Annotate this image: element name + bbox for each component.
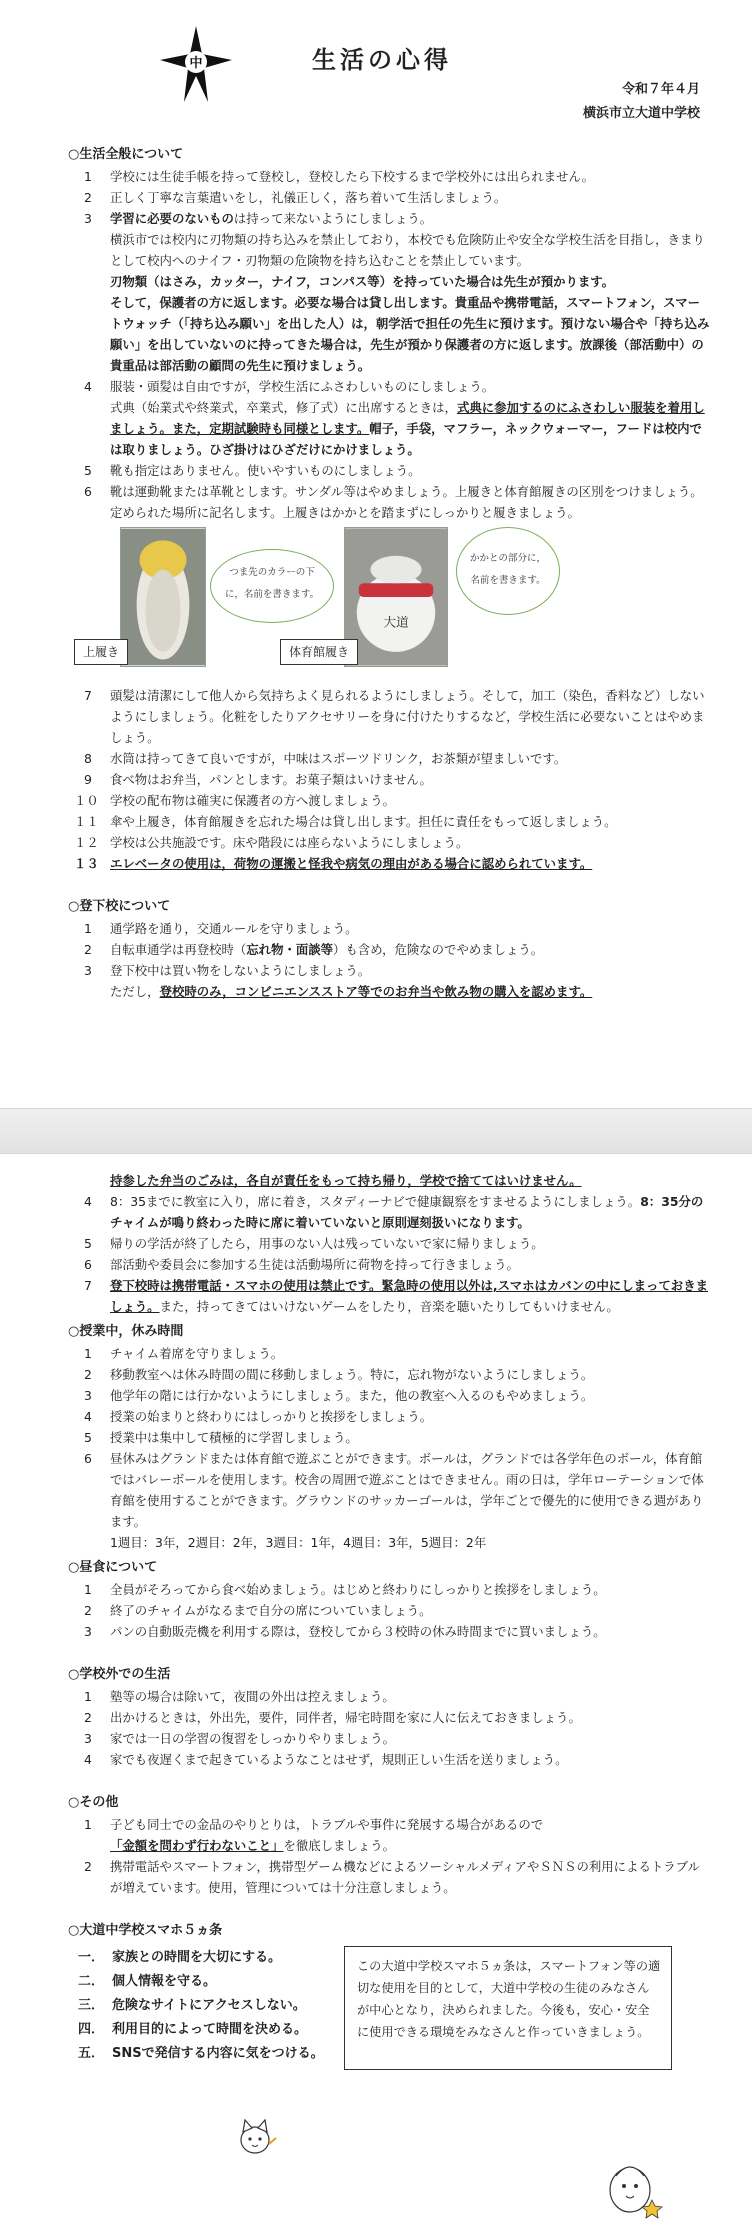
list-item: 3 他学年の階には行かないようにしましょう。また，他の教室へ入るのもやめましょう。 (84, 1388, 594, 1403)
list-item: 7 登下校時は携帯電話・スマホの使用は禁止です。緊急時の使用以外は,スマホはカバンの中にしまっておきましょう。また，持ってきてはいけないゲームをしたり，音楽を聴いたりしてもいけません。 (84, 1278, 708, 1314)
emblem-char: 中 (189, 56, 203, 71)
shoe-name-label: 大道 (383, 615, 409, 631)
list-item: 1 学校には生徒手帳を持って登校し，登校したら下校するまで学校外には出られません。 (84, 169, 594, 184)
mascot-cat-icon (232, 2114, 278, 2158)
section-heading-smartphone: ○大道中学校スマホ５ヵ条 (68, 1923, 223, 1938)
school-name: 横浜市立大道中学校 (582, 106, 700, 121)
commute-shopping-exception: ただし，登校時のみ，コンビニエンスストア等でのお弁当や飲み物の購入を認めます。 (110, 984, 593, 999)
list-item: 7 頭髪は清潔にして他人から気持ちよく見られるようにしましょう。そして，加工（染色，香料など）しないようにしましょう。化粧をしたりアクセサリーを身に付けたりするなど，学校生活に必要ないことはやめましょう。 (84, 688, 705, 745)
knife-policy-text: 横浜市では校内に刃物類の持ち込みを禁止しており，本校でも危険防止や安全な学校生活を目指し，きまりとして校内へのナイフ・刃物類の危険物を持ち込むことを禁止しています。 (110, 232, 705, 268)
smartphone-rules-list (72, 1946, 340, 2070)
page-separator (0, 1108, 752, 1154)
document-page-1 (0, 0, 752, 1108)
list-item: 2 出かけるときは，外出先，要件，同伴者，帰宅時間を家に人に伝えておきましょう。 (84, 1710, 581, 1725)
section-heading-other: ○その他 (68, 1795, 119, 1810)
document-page-2 (0, 1154, 752, 2227)
list-item: 1 全員がそろってから食べ始めましょう。はじめと終わりにしっかりと挨拶をしましょう。 (84, 1582, 606, 1597)
money-exchange-rule: 「金額を問わず行わないこと」を徹底しましょう。 (110, 1838, 395, 1853)
indoor-shoe-bubble: つま先のカラーの下 に，名前を書きます。 (210, 549, 334, 623)
school-emblem-icon (156, 24, 236, 104)
document-header (72, 22, 712, 140)
list-item: 8 水筒は持ってきて良いですが，中味はスポーツドリンク，お茶類が望ましいです。 (84, 751, 567, 766)
list-item: 4 8：35までに教室に入り，席に着き，スタディーナビで健康観察をすませるようにしましょう。8：35分のチャイムが鳴り終わった時に席に着いていないと原則遅刻扱いになります。 (84, 1194, 704, 1230)
indoor-shoe-caption: 上履き (74, 639, 128, 665)
smartphone-rule: 二． 個人情報を守る。 (78, 1974, 217, 1989)
smartphone-rules-note: この大道中学校スマホ５ヵ条は，スマートフォン等の適切な使用を目的として，大道中学校の生徒のみなさんが中心となり，決められました。今後も，安心・安全に使用できる環境をみなさんと作っていきましょう。 (344, 1946, 672, 2070)
gym-shoe-bubble: かかとの部分に， 名前を書きます。 (456, 527, 560, 615)
list-item: １１ 傘や上履き，体育館履きを忘れた場合は貸し出します。担任に責任をもって返しましょう。 (74, 814, 617, 829)
list-item: 2 自転車通学は再登校時（忘れ物・面談等）も含め，危険なのでやめましょう。 (84, 942, 544, 957)
list-item: １３ エレベータの使用は，荷物の運搬と怪我や病気の理由がある場合に認められています。 (74, 856, 593, 871)
list-item: 3 学習に必要のないものは持って来ないようにしましょう。 (84, 211, 433, 226)
list-item: 1 塾等の場合は除いて，夜間の外出は控えましょう。 (84, 1689, 395, 1704)
gym-shoe-caption: 体育館履き (280, 639, 358, 665)
smartphone-rule: 四． 利用目的によって時間を決める。 (78, 2022, 308, 2037)
knife-policy-bold: 刃物類（はさみ，カッター，ナイフ，コンパス等）を持っていた場合は先生が預かります。 (110, 274, 615, 289)
section-heading-outside: ○学校外での生活 (68, 1667, 171, 1682)
list-item: 2 携帯電話やスマートフォン，携帯型ゲーム機などによるソーシャルメディアやＳＮＳの利用によるトラブルが増えています。使用，管理については十分注意しましょう。 (84, 1859, 700, 1895)
smartphone-rule: 一． 家族との時間を大切にする。 (78, 1950, 282, 1965)
list-item: 5 授業中は集中して積極的に学習しましょう。 (84, 1430, 358, 1445)
soccer-goal-schedule: 1週目：3年，2週目：2年，3週目：1年，4週目：3年，5週目：2年 (110, 1535, 487, 1550)
list-item: 4 服装・頭髪は自由ですが，学校生活にふさわしいものにしましょう。 (84, 379, 495, 394)
list-item: 3 登下校中は買い物をしないようにしましょう。 (84, 963, 371, 978)
list-item: 6 部活動や委員会に参加する生徒は活動場所に荷物を持って行きましょう。 (84, 1257, 519, 1272)
list-item: 4 家でも夜遅くまで起きているようなことはせず，規則正しい生活を送りましょう。 (84, 1752, 568, 1767)
list-item: 9 食べ物はお弁当，パンとします。お菓子類はいけません。 (84, 772, 432, 787)
issue-date: 令和７年４月 (621, 82, 700, 97)
section-heading-commute: ○登下校について (68, 899, 171, 914)
list-item: 2 終了のチャイムがなるまで自分の席についていましょう。 (84, 1603, 432, 1618)
list-item: 6 昼休みはグランドまたは体育館で遊ぶことができます。ボールは，グランドでは各学年色のボール，体育館ではバレーボールを使用します。校舎の周囲で遊ぶことはできません。雨の日は，学年ローテーションで体育館を使用することができます。グラウンドのサッカーゴールは，学年ごとで優先的に使用できる週があります。 (84, 1451, 704, 1529)
mascot-character-icon (600, 2154, 666, 2220)
valuables-policy-bold: そして，保護者の方に返します。必要な場合は貸し出します。貴重品や携帯電話，スマートフォン，スマートウォッチ（「持ち込み願い」を出した人）は，朝学活で担任の先生に預けます。預けない場合や「持ち込み願い」を出していないのに持ってきた場合は，先生が預かり保護者の方に返します。放課後（部活動中）の貴重品は部活動の顧問の先生に預けましょう。 (110, 295, 710, 373)
smartphone-rule: 五． SNSで発信する内容に気をつける。 (78, 2046, 324, 2061)
list-item: 2 移動教室へは休み時間の間に移動しましょう。特に，忘れ物がないようにしましょう。 (84, 1367, 594, 1382)
list-item: 1 子ども同士での金品のやりとりは，トラブルや事件に発展する場合があるので (84, 1817, 544, 1832)
page-title: 生活の心得 (312, 46, 452, 74)
list-item: 5 靴も指定はありません。使いやすいものにしましょう。 (84, 463, 421, 478)
smartphone-rules-area (72, 1946, 712, 2070)
list-item: 3 パンの自動販売機を利用する際は，登校してから３校時の休み時間までに買いましょう。 (84, 1624, 606, 1639)
lunch-trash-rule: 持参した弁当のごみは，各自が責任をもって持ち帰り，学校で捨ててはいけません。 (110, 1173, 582, 1188)
list-item: 1 チャイム着席を守りましょう。 (84, 1346, 284, 1361)
gym-shoe-photo (344, 527, 448, 667)
list-item: 4 授業の始まりと終わりにはしっかりと挨拶をしましょう。 (84, 1409, 433, 1424)
dress-code-text: 式典（始業式や終業式，卒業式，修了式）に出席するときは，式典に参加するのにふさわしい服装を着用しましょう。また，定期試験時も同様とします。帽子，手袋，マフラー，ネックウォーマー，フードは校内では取りましょう。ひざ掛けはひざだけにかけましょう。 (110, 400, 705, 457)
list-item: １２ 学校は公共施設です。床や階段には座らないようにしましょう。 (74, 835, 469, 850)
section-heading-lunch: ○昼食について (68, 1560, 158, 1575)
list-item: 6 靴は運動靴または革靴とします。サンダル等はやめましょう。上履きと体育館履きの区別をつけましょう。定められた場所に記名します。上履きはかかとを踏まずにしっかりと履きましょう。 (84, 484, 703, 520)
smartphone-rule: 三． 危険なサイトにアクセスしない。 (78, 1998, 306, 2013)
list-item: 2 正しく丁寧な言葉遣いをし，礼儀正しく，落ち着いて生活しましょう。 (84, 190, 507, 205)
list-item: 5 帰りの学活が終了したら，用事のない人は残っていないで家に帰りましょう。 (84, 1236, 544, 1251)
list-item: 1 通学路を通り，交通ルールを守りましょう。 (84, 921, 358, 936)
shoe-photos (72, 527, 712, 679)
indoor-shoe-photo (120, 527, 206, 667)
list-item: 3 家では一日の学習の復習をしっかりやりましょう。 (84, 1731, 395, 1746)
section-heading-class: ○授業中，休み時間 (68, 1324, 184, 1339)
section-heading-general: ○生活全般について (68, 147, 184, 162)
list-item: １０ 学校の配布物は確実に保護者の方へ渡しましょう。 (74, 793, 395, 808)
